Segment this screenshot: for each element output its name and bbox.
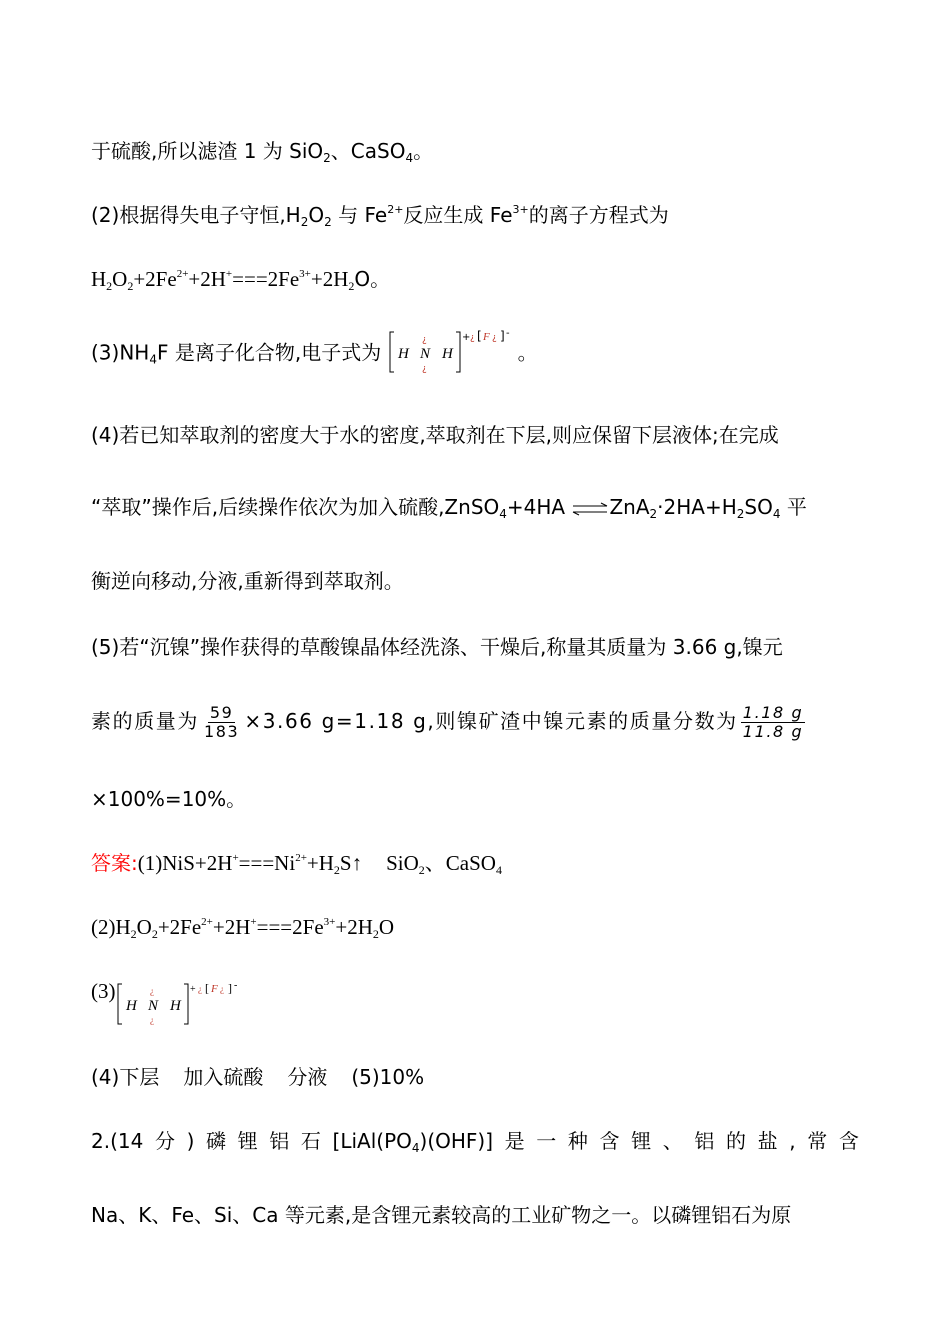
text-line-8: (5)若“沉镍”操作获得的草酸镍晶体经洗涤、干燥后,称量其质量为 3.66 g,镍元	[91, 635, 783, 659]
svg-text:¿: ¿	[149, 1015, 154, 1025]
svg-text:¿: ¿	[149, 986, 154, 996]
answer-line-2: $(2)H_2O_2+2Fe^{2+}+2H^+===2Fe^{3+}+2H_2O$	[91, 915, 395, 941]
fraction-59-183: $\frac{59}{183}$	[204, 703, 240, 741]
svg-text:-: -	[233, 980, 237, 991]
text-line-3: $H_2O_2+2Fe^{2+}+2H^+===2Fe^{3+}+2H_2O$。	[91, 267, 391, 293]
lewis-f: F	[482, 331, 490, 343]
svg-text:¿: ¿	[219, 984, 224, 994]
lewis-h-right: H	[441, 346, 453, 362]
answer-line-4: (4)下层 加入硫酸 分液 (5)10%	[91, 1065, 425, 1089]
lewis-plus: +	[461, 332, 470, 343]
lewis-dot-top: ¿	[421, 335, 427, 345]
lewis-f-bracket-open: [	[476, 329, 482, 343]
text-line-5: (4)若已知萃取剂的密度大于水的密度,萃取剂在下层,则应保留下层液体;在完成	[91, 423, 779, 447]
lewis-n: N	[419, 346, 430, 362]
lewis-dot-f-right: ¿	[491, 333, 497, 343]
svg-text:H: H	[125, 998, 137, 1014]
answer-label: 答案:	[91, 851, 138, 875]
svg-text:F: F	[210, 983, 218, 995]
answer-electron-formula	[116, 978, 246, 1028]
text-line-1: 于硫酸,所以滤渣 1 为 SiO$_2$、CaSO$_4$。	[91, 139, 434, 165]
question-2-line-1: 2.(14 分 ) 磷 锂 铝 石 $[LiAl(PO_4)(OHF)]$ 是 一 种 含 锂 、 铝 的 盐 , 常 含	[91, 1129, 859, 1155]
lewis-minus: -	[505, 328, 510, 339]
lewis-f-bracket-close: ]	[499, 329, 505, 343]
fraction-mass-ratio: $\frac{1.18 g}{11.8 g}$	[742, 703, 804, 741]
electron-formula-nh4f	[388, 326, 518, 376]
svg-text:¿: ¿	[197, 984, 202, 994]
svg-text:N: N	[147, 998, 158, 1014]
svg-text:[: [	[204, 981, 209, 995]
text-line-10: ×100%=10%。	[91, 787, 247, 811]
svg-text:+: +	[189, 984, 196, 995]
lewis-dot-f-left: ¿	[469, 333, 475, 343]
svg-text:]: ]	[227, 981, 232, 995]
answer-line-1: 答案$:(1)NiS+2H^+===Ni^{2+}+H_2S↑$ SiO$_2$、CaSO$_4$	[91, 851, 502, 877]
svg-text:H: H	[169, 998, 181, 1014]
lewis-h-left: H	[397, 346, 409, 362]
text-line-6: “萃取”操作后,后续操作依次为加入硫酸,ZnSO$_4$+4HA $ZnA_2\cdot 2HA+H_2SO_4$ 平	[91, 495, 807, 521]
lewis-dot-bottom: ¿	[421, 364, 427, 374]
equilibrium-arrow-icon	[571, 502, 609, 516]
answer-line-3: (3) H N H ¿ ¿ + ¿ [ F ¿ ] -	[91, 978, 859, 1028]
text-line-9: 素的质量为 $\frac{59}{183}$ ×3.66 g=1.18 g,则镍矿渣中镍元素的质量分数为 $\frac{1.18 g}{11.8 g}$	[91, 703, 804, 741]
text-line-4: $(3)NH_4F$ 是离子化合物,电子式为 H N H ¿ ¿ + ¿ [ F ¿ ] - 。	[91, 328, 538, 374]
text-line-7: 衡逆向移动,分液,重新得到萃取剂。	[91, 569, 404, 593]
text-line-2: (2)根据得失电子守恒$,H_2O_2$ 与 $Fe^{2+}$反应生成 $Fe^{3+}$的离子方程式为	[91, 203, 669, 229]
question-2-line-2: Na、K、Fe、Si、Ca 等元素,是含锂元素较高的工业矿物之一。以磷锂铝石为原	[91, 1203, 792, 1227]
